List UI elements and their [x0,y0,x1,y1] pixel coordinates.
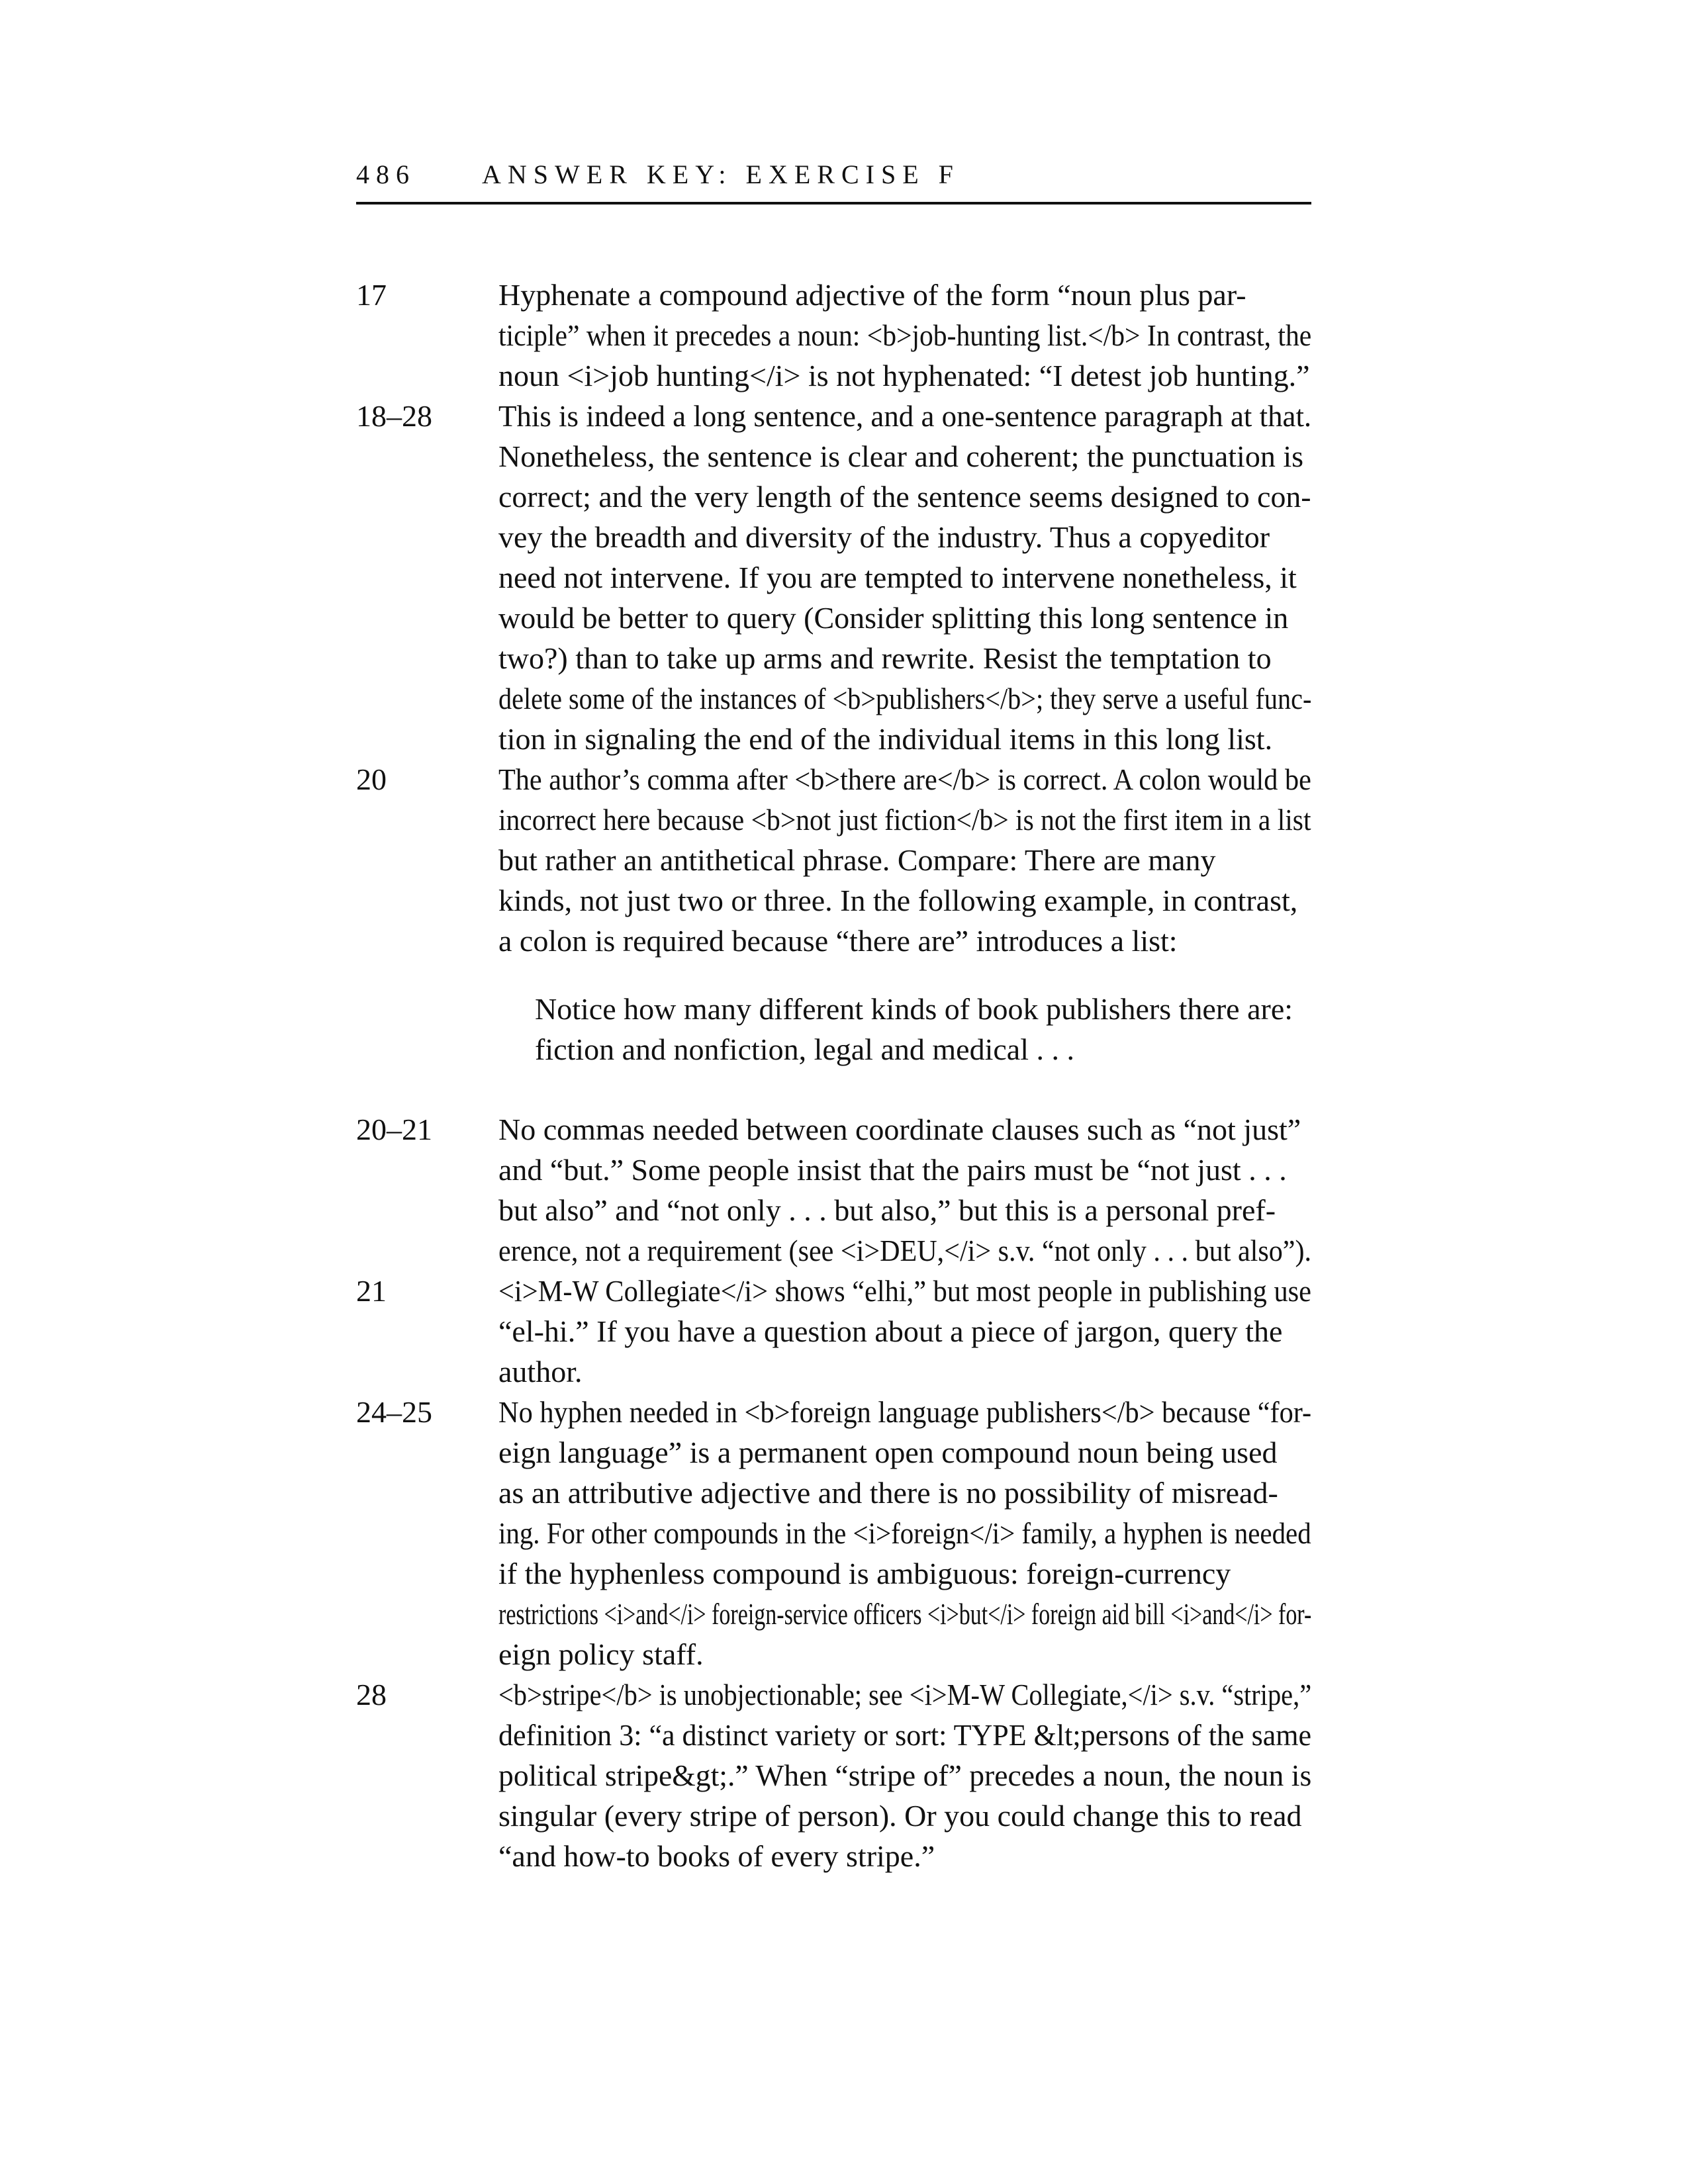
text-line: correct; and the very length of the sentence seems designed to con- [498,480,1311,514]
answer-entry [356,1109,1311,1271]
text-line: definition 3: “a distinct variety or sort: TYPE &lt;persons of the same [498,1718,1311,1752]
page-number: 486 [356,159,416,189]
text-line: “el-hi.” If you have a question about a piece of jargon, query the [498,1314,1283,1348]
text-line: incorrect here because <b>not just fiction</b> is not the first item in a list [498,803,1311,837]
text-line: delete some of the instances of <b>publishers</b>; they serve a useful func- [498,682,1311,715]
text-line: political stripe&gt;.” When “stripe of” precedes a noun, the noun is [498,1758,1311,1792]
entry-line-ref: 17 [356,278,387,312]
entry-line-ref: 24–25 [356,1395,432,1429]
text-line: No hyphen needed in <b>foreign language publishers</b> because “for- [498,1395,1311,1429]
text-line: The author’s comma after <b>there are</b> is correct. A colon would be [498,762,1311,796]
entry-line-ref: 28 [356,1678,387,1711]
answer-entry [356,275,1311,396]
text-line: noun <i>job hunting</i> is not hyphenated: “I detest job hunting.” [498,359,1310,392]
entry-text [498,1109,1311,1271]
text-line: would be better to query (Consider splitting this long sentence in [498,601,1289,635]
text-line: author. [498,1355,583,1388]
text-line: restrictions <i>and</i> foreign-service officers <i>but</i> foreign aid bill <i>and</i> for- [498,1597,1312,1631]
text-line: need not intervene. If you are tempted to intervene nonetheless, it [498,561,1297,594]
entry-line-ref: 20–21 [356,1113,432,1146]
answer-key-body [356,275,1311,1876]
text-line: eign language” is a permanent open compound noun being used [498,1435,1278,1469]
text-line: <b>stripe</b> is unobjectionable; see <i>M-W Collegiate,</i> s.v. “stripe,” [498,1678,1312,1711]
entry-text [498,1392,1311,1674]
text-line: two?) than to take up arms and rewrite. Resist the temptation to [498,641,1272,675]
block-quote-example [535,989,1311,1069]
entry-line-ref: 20 [356,762,387,796]
text-line: kinds, not just two or three. In the following example, in contrast, [498,884,1298,917]
answer-entry [356,1674,1311,1876]
header-rule [356,202,1311,205]
answer-entry [356,759,1311,1069]
text-line: tion in signaling the end of the individual items in this long list. [498,722,1273,756]
running-head-title: ANSWER KEY: EXERCISE F [482,159,960,189]
entry-text [498,1674,1311,1876]
text-line: ticiple” when it precedes a noun: <b>job-hunting list.</b> In contrast, the [498,318,1312,352]
entry-text [498,1271,1311,1392]
answer-entry [356,1392,1311,1674]
entry-text [498,396,1311,759]
text-line: eign policy staff. [498,1637,704,1671]
text-line: No commas needed between coordinate clauses such as “not just” [498,1113,1301,1146]
answer-entry [356,396,1311,759]
text-line: a colon is required because “there are” introduces a list: [498,924,1178,958]
text-line: This is indeed a long sentence, and a one-sentence paragraph at that. [498,399,1312,433]
entry-line-ref: 18–28 [356,399,432,433]
text-line: and “but.” Some people insist that the pairs must be “not just . . . [498,1153,1287,1187]
extract-line: fiction and nonfiction, legal and medical . . . [535,1032,1074,1066]
text-line: ing. For other compounds in the <i>foreign</i> family, a hyphen is needed [498,1516,1311,1550]
entry-text [498,275,1311,396]
text-line: <i>M-W Collegiate</i> shows “elhi,” but most people in publishing use [498,1274,1311,1308]
text-line: Nonetheless, the sentence is clear and coherent; the punctuation is [498,439,1304,473]
entry-text [498,759,1311,961]
answer-entry [356,1271,1311,1392]
text-line: vey the breadth and diversity of the industry. Thus a copyeditor [498,520,1270,554]
text-line: Hyphenate a compound adjective of the form “noun plus par- [498,278,1246,312]
entry-line-ref: 21 [356,1274,387,1308]
running-head [356,159,1309,205]
text-line: but rather an antithetical phrase. Compare: There are many [498,843,1216,877]
text-line: “and how-to books of every stripe.” [498,1839,935,1873]
extract-line: Notice how many different kinds of book publishers there are: [535,992,1293,1026]
text-line: as an attributive adjective and there is no possibility of misread- [498,1476,1278,1510]
text-line: but also” and “not only . . . but also,” but this is a personal pref- [498,1193,1276,1227]
text-line: singular (every stripe of person). Or you could change this to read [498,1799,1302,1833]
text-line: if the hyphenless compound is ambiguous: foreign-currency [498,1557,1231,1590]
text-line: erence, not a requirement (see <i>DEU,</i> s.v. “not only . . . but also”). [498,1234,1311,1267]
